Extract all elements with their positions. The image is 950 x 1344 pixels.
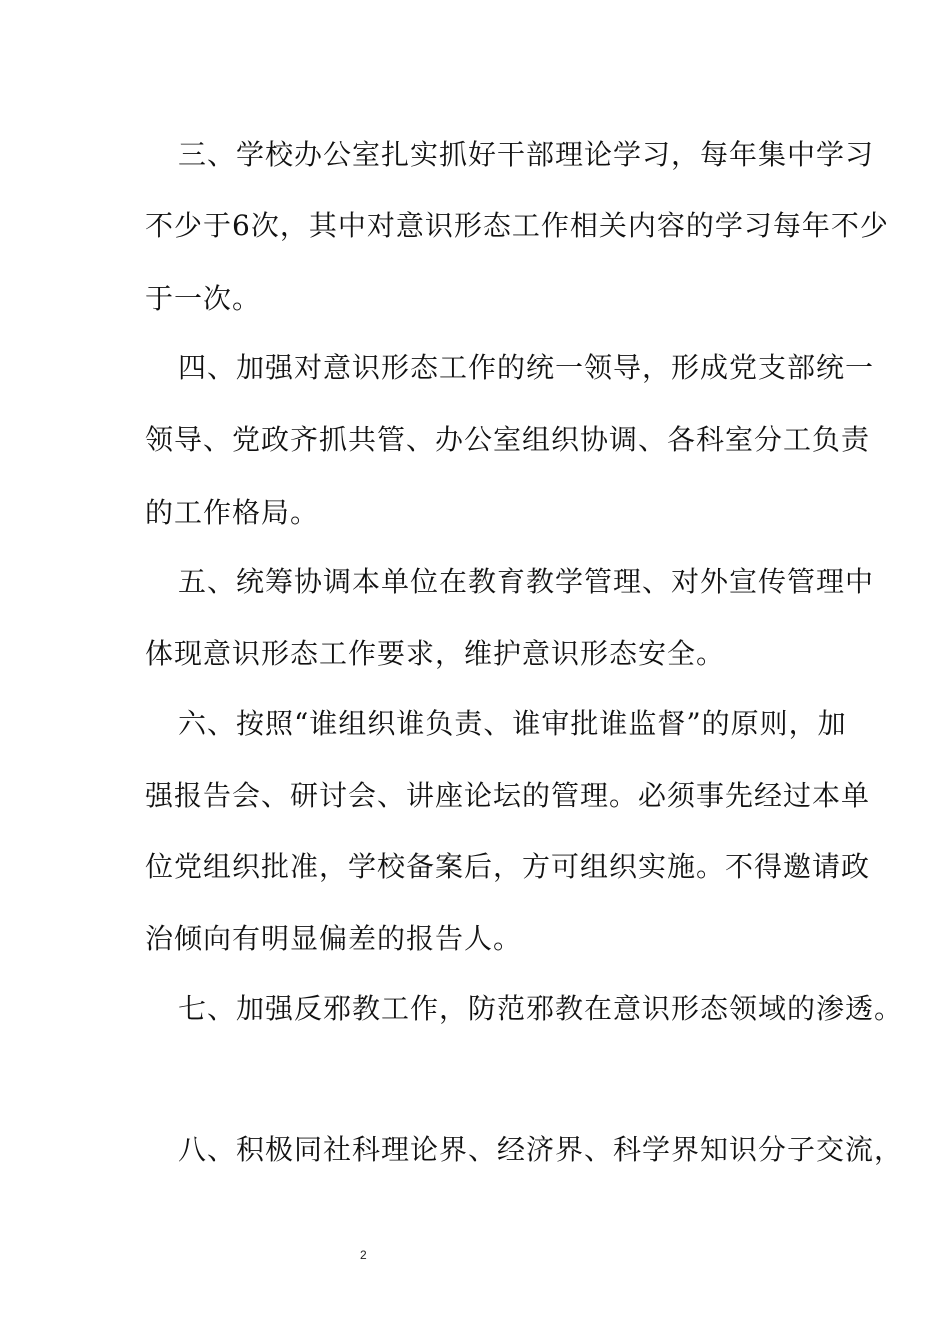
- paragraph-6-line-3: 位党组织批准，学校备案后，方可组织实施。不得邀请政: [145, 850, 871, 883]
- paragraph-4-line-1: 四、加强对意识形态工作的统一领导，形成党支部统一: [178, 351, 875, 384]
- paragraph-4-line-3: 的工作格局。: [145, 496, 320, 529]
- paragraph-6-line-1: 六、按照“谁组织谁负责、谁审批谁监督”的原则，加: [178, 707, 847, 740]
- paragraph-5-line-2: 体现意识形态工作要求，维护意识形态安全。: [145, 637, 726, 670]
- paragraph-6-line-4: 治倾向有明显偏差的报告人。: [145, 922, 523, 955]
- paragraph-6-line-2: 强报告会、研讨会、讲座论坛的管理。必须事先经过本单: [145, 779, 871, 812]
- paragraph-4-line-2: 领导、党政齐抓共管、办公室组织协调、各科室分工负责: [145, 423, 871, 456]
- paragraph-5-line-1: 五、统筹协调本单位在教育教学管理、对外宣传管理中: [178, 565, 875, 598]
- paragraph-8-line-1: 八、积极同社科理论界、经济界、科学界知识分子交流，: [178, 1133, 904, 1166]
- paragraph-3-line-1: 三、学校办公室扎实抓好干部理论学习，每年集中学习: [178, 138, 875, 171]
- paragraph-7-line-1: 七、加强反邪教工作，防范邪教在意识形态领域的渗透。: [178, 992, 904, 1025]
- paragraph-3-line-3: 于一次。: [145, 282, 262, 315]
- paragraph-3-line-2: 不少于6次，其中对意识形态工作相关内容的学习每年不少: [145, 209, 889, 242]
- page-number: 2: [360, 1248, 367, 1262]
